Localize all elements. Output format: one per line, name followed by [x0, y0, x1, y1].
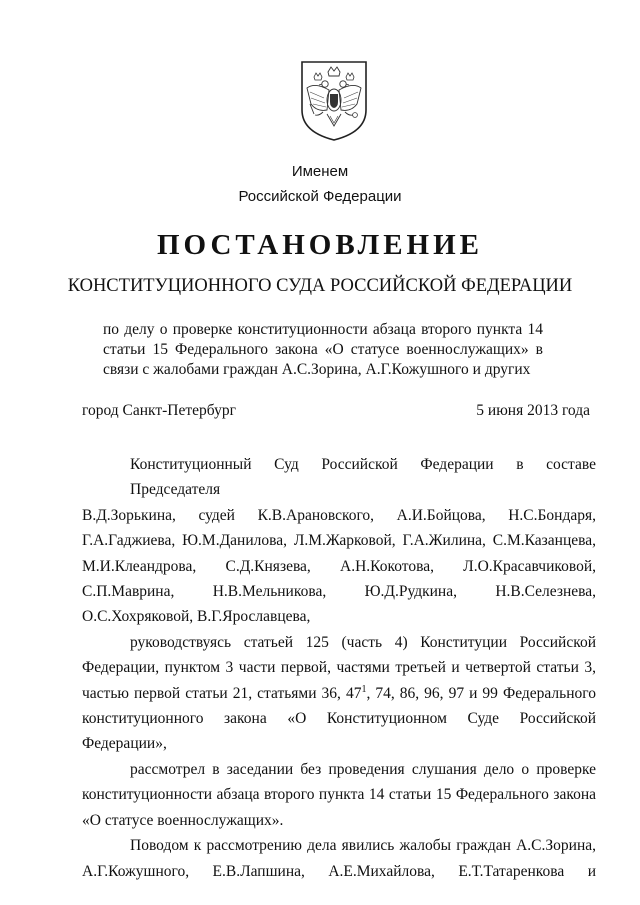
- place-date-row: [82, 402, 590, 420]
- header-line-1: Именем: [291, 163, 349, 180]
- body-line: С.П.Маврина, Н.В.Мельникова, Ю.Д.Рудкина, Н.В.Селезнева,: [82, 583, 596, 601]
- document-title: ПОСТАНОВЛЕНИЕ: [156, 229, 483, 261]
- subject-line: связи с жалобами граждан А.С.Зорина, А.Г.Кожушного и других: [103, 361, 531, 378]
- case-subject: [103, 320, 543, 380]
- place: город Санкт-Петербург: [82, 402, 236, 419]
- body-text: , 74, 86, 96, 97 и 99 Федерального: [366, 684, 596, 702]
- subject-line: статьи 15 Федерального закона «О статусе военнослужащих» в: [103, 341, 543, 358]
- subject-line: по делу о проверке конституционности абзаца второго пункта 14: [103, 321, 543, 338]
- header-line-2: Российской Федерации: [238, 188, 402, 205]
- superscript: 1: [361, 683, 367, 695]
- body-line: руководствуясь статьей 125 (часть 4) Конституции Российской: [130, 633, 596, 651]
- body-line: [82, 681, 596, 706]
- coat-of-arms-icon: [299, 60, 369, 142]
- date: 5 июня 2013 года: [476, 402, 590, 419]
- body-line: рассмотрел в заседании без проведения слушания дело о проверке: [130, 760, 596, 778]
- body-line: конституционности абзаца второго пункта 14 статьи 15 Федерального закона: [82, 786, 596, 804]
- body-text: частью первой статьи 21, статьями 36, 47: [82, 684, 362, 702]
- body-line: М.И.Клеандрова, С.Д.Князева, А.Н.Кокотова, Л.О.Красавчиковой,: [82, 557, 596, 575]
- body-line: Федерации»,: [82, 735, 167, 753]
- body-line: «О статусе военнослужащих».: [82, 811, 284, 829]
- body-line: Г.А.Гаджиева, Ю.М.Данилова, Л.М.Жарковой, Г.А.Жилина, С.М.Казанцева,: [82, 532, 596, 550]
- body-line: Конституционный Суд Российской Федерации в составе Председателя: [130, 456, 596, 499]
- document-body: [82, 452, 596, 884]
- body-line: О.С.Хохряковой, В.Г.Ярославцева,: [82, 608, 311, 626]
- body-line: Поводом к рассмотрению дела явились жалобы граждан А.С.Зорина,: [130, 837, 596, 855]
- body-line: Федерации, пунктом 3 части первой, частями третьей и четвертой статьи 3,: [82, 659, 596, 677]
- body-line: А.Г.Кожушного, Е.В.Лапшина, А.Е.Михайлова, Е.Т.Татаренкова и: [82, 862, 596, 880]
- body-line: В.Д.Зорькина, судей К.В.Арановского, А.И.Бойцова, Н.С.Бондаря,: [82, 506, 596, 524]
- court-name: КОНСТИТУЦИОННОГО СУДА РОССИЙСКОЙ ФЕДЕРАЦИИ: [67, 276, 573, 296]
- body-line: конституционного закона «О Конституционном Суде Российской: [82, 710, 596, 728]
